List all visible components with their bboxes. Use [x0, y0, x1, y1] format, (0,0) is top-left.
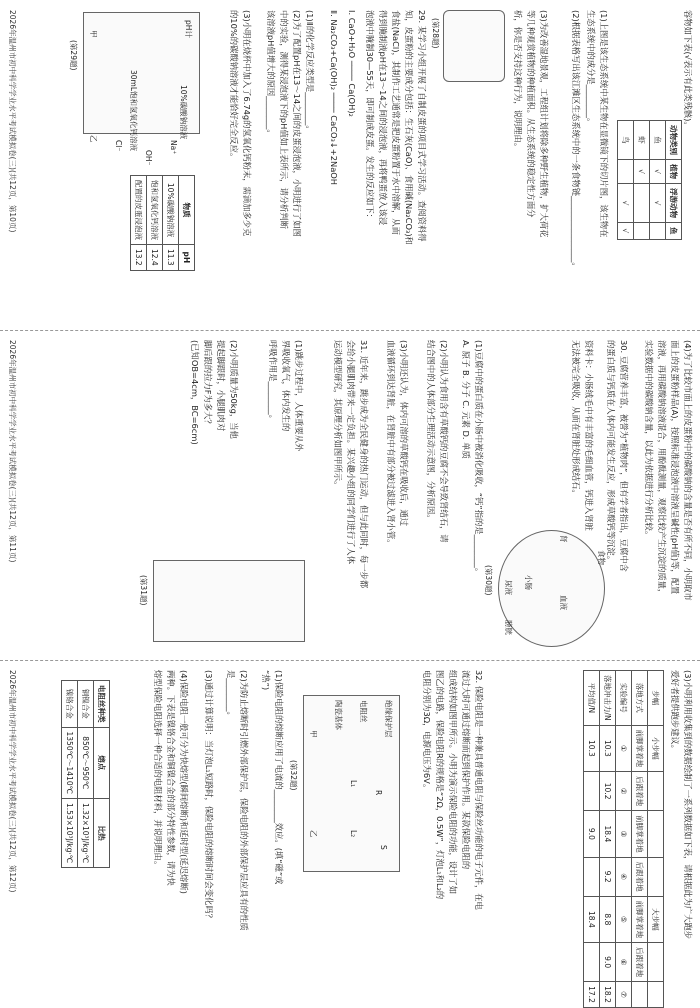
- p2-text-line: (已知OB=4cm，BC=6cm): [190, 340, 200, 445]
- table-cell: ④: [616, 857, 632, 896]
- table-row: [163, 176, 179, 271]
- p2-text-line: 无法被完全吸收，从而在肾脏处形成结石。: [571, 340, 581, 498]
- table-cell: 10%碳酸钠溶液: [163, 176, 179, 245]
- table-cell: √: [634, 160, 650, 184]
- figure-label: 30mL饱和氢氧化钙溶液: [129, 70, 138, 152]
- p2-text-line: (2)小明认为食用含有草酸钙的豆腐不会导致肾结石，请: [439, 340, 449, 543]
- table-cell: 步幅: [648, 671, 664, 726]
- table-cell: 9.0: [600, 943, 616, 982]
- figure-label: pH计: [184, 20, 193, 38]
- figure-label: 尿液: [504, 580, 513, 595]
- p2-text-line: 面上的皮蛋粉样品(A)，按照标准浸泡液中溶液呈碱性(pH值)等，配置: [670, 340, 680, 595]
- table-row: [650, 121, 666, 240]
- p1-text-line: 得到腌制液pH在13～14之间的浸泡液，再将鸭蛋放入该浸: [378, 10, 388, 226]
- table-row: [618, 121, 634, 240]
- p1-text-line: 析，你是否支持这种行为，说明理由。: [513, 10, 523, 152]
- p3-text-line: (1)保险电阻的熔断应用了电流的________效应。(填“磁”或: [274, 670, 284, 885]
- table-header-cell: 电阻丝种类: [94, 681, 110, 728]
- table-cell: 前脚掌着地: [632, 811, 648, 858]
- table-cell: 小步幅: [648, 725, 664, 772]
- table-cell: 17.2: [584, 982, 600, 1008]
- table-cell: √: [650, 160, 666, 184]
- table-cell: 实验编号: [616, 671, 632, 726]
- ph-table: [130, 175, 195, 271]
- table-header-cell: 熔点: [94, 727, 110, 799]
- p3-text-line: (3)小明利用收集到的数据绘制了一系列数据如下表，请根据此为广大跑步: [683, 670, 693, 939]
- figure-label: OH⁻: [144, 150, 153, 166]
- table-cell: [648, 772, 664, 811]
- table-cell: 镍铬合金: [62, 681, 78, 728]
- p3-text-line: 图乙的电路，保险电阻R的规格是“2Ω，0.5W”，灯泡L₁和L₂的: [435, 670, 445, 900]
- p1-text-line: Ⅱ. Na₂CO₃+Ca(OH)₂ ──── CaCO₃↓+2NaOH: [329, 10, 339, 186]
- table-cell: [634, 184, 650, 223]
- table-cell: 850℃～950℃: [78, 727, 94, 799]
- table-cell: 1.32×10³J/kg·℃: [78, 799, 94, 868]
- p2-text-line: 呼吸作用是________。: [268, 340, 278, 423]
- table-cell: [648, 943, 664, 982]
- table-cell: 10.3: [584, 725, 600, 772]
- p1-text-line: 容物如下表(√表示有此类残骸)。: [683, 10, 693, 130]
- table-cell: 前脚掌着地: [632, 896, 648, 943]
- fig31-caption: (第31题): [139, 575, 148, 606]
- food-table: [617, 120, 682, 240]
- table-cell: 12.4: [147, 245, 163, 271]
- figure-label: 小肠: [524, 575, 533, 590]
- p1-text-line: (2)为了配置pH在13～14之间的皮蛋浸泡液，小明进行了如图: [292, 10, 302, 237]
- footer-page-10: 2026年温州市初中科学学业水平考试模拟卷(三)(共12页，第10页): [8, 10, 17, 233]
- p2-text-line: 溶液，再用碳酸钠溶液混合，用酚酞测量，观察比较产生沉淀的质量，: [657, 340, 667, 598]
- table-row: [78, 681, 94, 868]
- footer-page-11: 2026年温州市初中科学学业水平考试模拟卷(三)(共12页，第11页): [8, 340, 17, 563]
- figure-label: 乙: [89, 135, 98, 143]
- table-cell: 13.2: [131, 245, 147, 271]
- table-row: [131, 176, 147, 271]
- footer-page-12: 2026年温州市初中科学学业水平考试模拟卷(三)(共12页，第12页): [8, 670, 17, 893]
- p3-text-line: 电阻分别为3Ω，电源电压为6V。: [422, 670, 432, 793]
- page-12: [0, 660, 700, 1003]
- table-cell: 后跟着地: [632, 857, 648, 896]
- table-cell: 鸟: [618, 121, 634, 160]
- table-cell: 10.3: [600, 725, 616, 772]
- table-header-cell: 比热: [94, 799, 110, 868]
- table-row: [147, 176, 163, 271]
- table-cell: 饱和氢氧化钙溶液: [147, 176, 163, 245]
- table-cell: 9.2: [600, 857, 616, 896]
- p1-text-line: 中的实验，测得某浸泡液下的pH值如上表所示，请分析判断: [279, 10, 289, 229]
- figure-label: L₂: [349, 830, 358, 838]
- table-row: [584, 671, 600, 1008]
- p1-text-line: (1)Ⅱ的化学反应类型是________。: [305, 10, 315, 134]
- table-cell: [618, 160, 634, 184]
- fig29-caption: (第29题): [69, 40, 78, 71]
- table-cell: 18.2: [600, 982, 616, 1008]
- p2-text-line: 提起脚跟时，小腿肌肉对: [216, 340, 226, 432]
- table-cell: 大步幅: [648, 896, 664, 943]
- p3-text-line: 是________。: [226, 670, 236, 720]
- table-cell: [584, 857, 600, 896]
- table-cell: 落地冲击力/N: [600, 671, 616, 726]
- p2-text-line: 脚后跟的拉力F为多大？: [203, 340, 213, 428]
- table-row: [62, 681, 78, 868]
- table-cell: [632, 982, 648, 1008]
- p1-text-line: 29. 某学习小组开展了自制皮蛋的项目式学习活动。查阅资料得: [417, 10, 427, 242]
- table-header-cell: 动物类别: [666, 121, 682, 160]
- p1-text-line: 该溶液pH值增大的原因________。: [266, 10, 276, 138]
- table-header-cell: 浮游动物: [666, 184, 682, 223]
- p3-text-line: “热”): [261, 670, 271, 691]
- p2-text-line: 界吸收氧气，体内发生的: [281, 340, 291, 432]
- figure-label: 甲: [309, 730, 318, 738]
- table-cell: √: [650, 184, 666, 223]
- table-cell: 9.0: [584, 811, 600, 858]
- p2-text-line: 运动模型研究，其原理分析如图甲所示。: [333, 340, 343, 490]
- fig28-caption: (第28题): [431, 18, 440, 49]
- page-11: [0, 330, 700, 660]
- p2-text-line: 结合图中的人体部分生理活动示意图，分析原因。: [426, 340, 436, 523]
- p3-text-line: 组成结构如图甲所示。小明为演示保险电阻的功能，设计了如: [448, 670, 458, 895]
- figure-label: L₁: [349, 780, 358, 788]
- p1-text-line: 的10%的碳酸钠溶液才能恰好完全反应。: [229, 10, 239, 162]
- table-cell: ⑤: [616, 896, 632, 943]
- p2-text-line: 资料卡：小肠绒毛中有丰富的毛细血管，钙进入肾脏: [584, 340, 594, 531]
- p3-text-line: (3)通过计算说明：当灯泡L₁短路时，保险电阻的熔断时间会变化吗？: [204, 670, 214, 923]
- table-row: [600, 671, 616, 1008]
- figure-label: 膀胱: [504, 620, 513, 635]
- figure-label: 乙: [309, 830, 318, 838]
- table-header-row: [94, 681, 110, 868]
- table-header-cell: 物质: [179, 176, 195, 245]
- table-cell: [650, 223, 666, 240]
- table-cell: 1350℃～1410℃: [62, 727, 78, 799]
- p2-text-line: 会给小腿肌肉带来一定负担。某兴趣小组的同学们进行了人体: [346, 340, 356, 565]
- fig32-caption: (第32题): [289, 760, 298, 791]
- p3-text-line: (2)为防止熔断时引燃外部保护层，保险电阻的外部保护层应具有的性质: [239, 670, 249, 931]
- p1-text-line: 泡液中腌制30—55天，即可制成皮蛋。发生的反应如下：: [365, 10, 375, 222]
- figure-label: Na⁺: [169, 140, 178, 155]
- table-cell: 11.3: [163, 245, 179, 271]
- table-cell: [648, 857, 664, 896]
- table-cell: ②: [616, 772, 632, 811]
- table-cell: 后跟着地: [632, 943, 648, 982]
- table-cell: 前脚掌着地: [632, 725, 648, 772]
- page-10: [0, 0, 700, 330]
- table-header-row: [179, 176, 195, 271]
- p1-text-line: Ⅰ. CaO+H₂O ──── Ca(OH)₂: [347, 10, 357, 117]
- table-cell: 配置的皮蛋浸泡液: [131, 176, 147, 245]
- table-header-cell: pH: [179, 245, 195, 271]
- table-cell: 18.4: [600, 811, 616, 858]
- table-cell: ③: [616, 811, 632, 858]
- p2-text-line: 30. 豆腐营养丰富，被誉为“植物肉”，但有学者指出，豆腐中含: [619, 340, 629, 572]
- figure-label: R: [374, 790, 383, 796]
- p3-text-line: 两种。下表是镍铬合金和铜镍合金的部分特性参数，请为快: [166, 670, 176, 886]
- p2-text-line: (3)小明还认为，体内可溶的草酸钙在吸收后，通过: [399, 340, 409, 526]
- table-header-row: [666, 121, 682, 240]
- table-cell: ①: [616, 725, 632, 772]
- table-cell: √: [618, 223, 634, 240]
- figure-label: 甲: [89, 30, 98, 38]
- p1-text-line: (2)根据表格写出该江滩区生态系统中的一条食物链________________。: [571, 10, 581, 271]
- p3-text-line: 32. 保险电阻是一种兼具普通电阻与保险丝功能的电子元件，在电: [474, 670, 484, 910]
- p2-text-line: A. 原子 B. 分子 C. 元素 D. 单质: [461, 340, 471, 459]
- table-cell: 虾: [634, 121, 650, 160]
- table-cell: 鱼: [650, 121, 666, 160]
- table-cell: 后跟着地: [632, 772, 648, 811]
- table-cell: [584, 943, 600, 982]
- table-cell: 10.2: [600, 772, 616, 811]
- table-row: [648, 671, 664, 1008]
- table-row: [634, 121, 650, 240]
- figure-label: 电阻丝: [359, 700, 368, 723]
- table-cell: [584, 772, 600, 811]
- table-cell: 1.53×10³J/kg·℃: [62, 799, 78, 868]
- p2-text-line: (1)跳步过程中，人体重要从外: [294, 340, 304, 452]
- p2-text-line: (2)小明质量为50kg，当他: [229, 340, 239, 439]
- p2-text-line: 31. 近年来，跳步成为全民健身的热门运动，但与此同时，每一步都: [359, 340, 369, 589]
- p1-text-line: 生态系统中的成分是________。: [586, 10, 596, 127]
- table-cell: ⑥: [616, 943, 632, 982]
- figure-label: 肾: [559, 535, 568, 543]
- running-table: [583, 670, 664, 1008]
- p3-text-line: 流过大时可通过熔断而起到保护作用。某款保险电阻的: [461, 670, 471, 870]
- p2-text-line: 的蛋白质与钙质在人体内可能发生反应，形成草酸钙等沉淀。: [606, 340, 616, 565]
- alloy-table: [61, 680, 110, 868]
- p3-text-line: (4)保险电阻一般可分为快熔型(瞬间熔断)和延时型(延迟熔断): [179, 670, 189, 894]
- p1-text-line: 等几种观赏植物的种植面积。从生态系统的稳定性方面分: [526, 10, 536, 218]
- figure-label: Cl⁻: [114, 140, 123, 152]
- table-header-cell: 植物: [666, 160, 682, 184]
- table-cell: [648, 982, 664, 1008]
- cell-figure: [443, 10, 505, 82]
- p2-text-line: 血液循环到达肾脏，在肾脏中有部分被过滤进入肾小管。: [386, 340, 396, 548]
- figure-label: S: [379, 845, 388, 850]
- table-cell: [648, 811, 664, 858]
- p2-text-line: (4)为了比较市面上的皮蛋粉中的碳酸钠的含量是否有所不同，小明取市: [683, 340, 693, 601]
- table-header-cell: 鱼: [666, 223, 682, 240]
- p2-text-line: (1)豆腐中的蛋白质在小肠中被消化吸收，“钙”指的是________。: [474, 340, 484, 577]
- p1-text-line: (3)为改善湿地景观，工程组计划将除多种野生植物，扩大荷花: [539, 10, 549, 238]
- table-cell: 8.8: [600, 896, 616, 943]
- p3-text-line: 熔型保险电阻选择一种合适的电阻材料，并说明理由。: [153, 670, 163, 870]
- p1-text-line: 食盐(NaCl)，其制作工艺通常是把皮蛋粉置于水中溶解，从而: [391, 10, 401, 235]
- table-cell: 18.4: [584, 896, 600, 943]
- table-cell: 落地方式: [632, 671, 648, 726]
- runner-figure: [153, 560, 305, 642]
- p2-text-line: 实验数据中的碳酸钠含量，以此为依据进行分析比较。: [644, 340, 654, 540]
- fig30-caption: (第30题): [484, 565, 493, 596]
- p1-text-line: 知，皮蛋粉的主要成分包括：生石灰(CaO)、食用碱(Na₂CO₃)和: [404, 10, 414, 245]
- table-row: [616, 671, 632, 1008]
- figure-label: 陶瓷基体: [334, 700, 343, 730]
- p3-text-line: 爱好者提供跑步建议。: [670, 670, 680, 753]
- table-cell: [634, 223, 650, 240]
- p1-text-line: (1)上图是该生态系统中某生物在显微镜下的切片图，该生物在: [599, 10, 609, 238]
- figure-label: 10%碳酸钠溶液: [179, 85, 188, 140]
- table-cell: ⑦: [616, 982, 632, 1008]
- table-cell: 平均值/N: [584, 671, 600, 726]
- p1-text-line: (3)小明在烧杯中加入了6.74g的氢氧化钙粉末，需滴加多少克: [242, 10, 252, 237]
- table-cell: √: [618, 184, 634, 223]
- figure-label: 食物: [597, 550, 606, 565]
- table-cell: 铜镍合金: [78, 681, 94, 728]
- table-row: [632, 671, 648, 1008]
- figure-label: 血液: [559, 595, 568, 610]
- figure-label: 绝缘保护层: [384, 700, 393, 738]
